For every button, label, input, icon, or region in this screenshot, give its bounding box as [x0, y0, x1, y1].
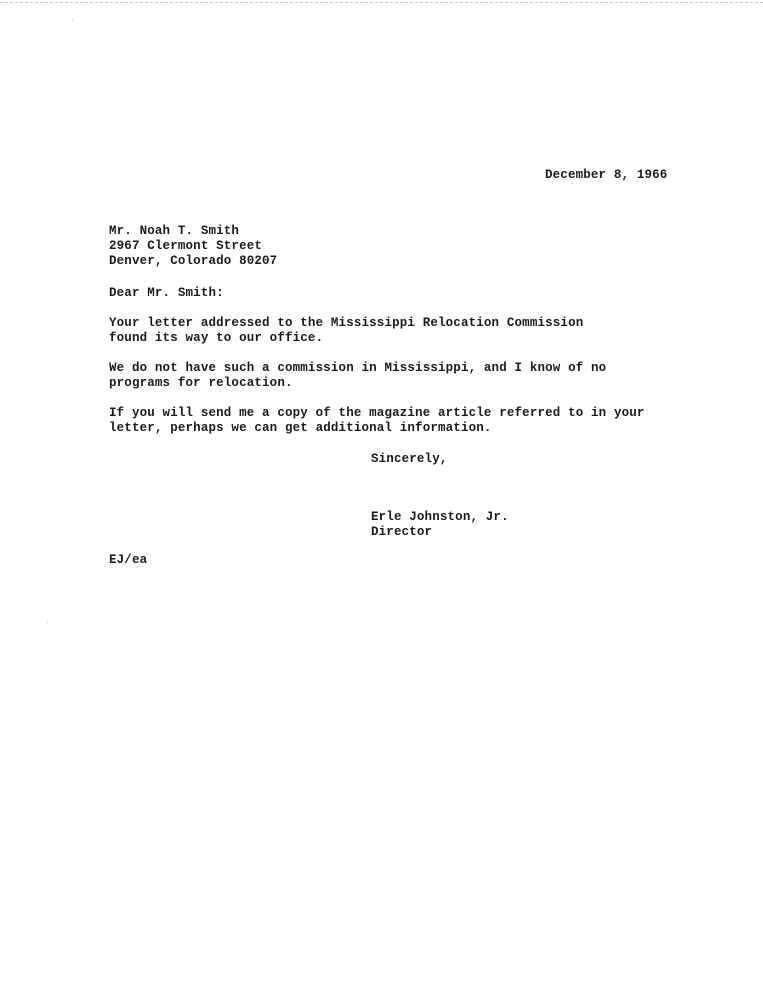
recipient-city: Denver, Colorado 80207: [109, 254, 278, 268]
signer-title: Director: [371, 525, 433, 539]
signer-name: Erle Johnston, Jr.: [371, 510, 509, 524]
body-paragraph-2-line-2: programs for relocation.: [109, 376, 293, 390]
page-edge-border: [0, 2, 763, 3]
body-paragraph-3-line-1: If you will send me a copy of the magazine article referred to in your: [109, 406, 645, 420]
salutation: Dear Mr. Smith:: [109, 286, 224, 300]
scan-speck: [47, 622, 48, 623]
reference-initials: EJ/ea: [109, 553, 148, 567]
complimentary-closing: Sincerely,: [371, 452, 448, 466]
body-paragraph-2-line-1: We do not have such a commission in Mississippi, and I know of no: [109, 361, 607, 375]
body-paragraph-1-line-1: Your letter addressed to the Mississippi Relocation Commission: [109, 316, 584, 330]
scan-speck: [72, 20, 73, 21]
recipient-name: Mr. Noah T. Smith: [109, 224, 240, 238]
body-paragraph-3-line-2: letter, perhaps we can get additional information.: [109, 421, 492, 435]
body-paragraph-1-line-2: found its way to our office.: [109, 331, 324, 345]
recipient-street: 2967 Clermont Street: [109, 239, 263, 253]
letter-date: December 8, 1966: [545, 168, 668, 182]
